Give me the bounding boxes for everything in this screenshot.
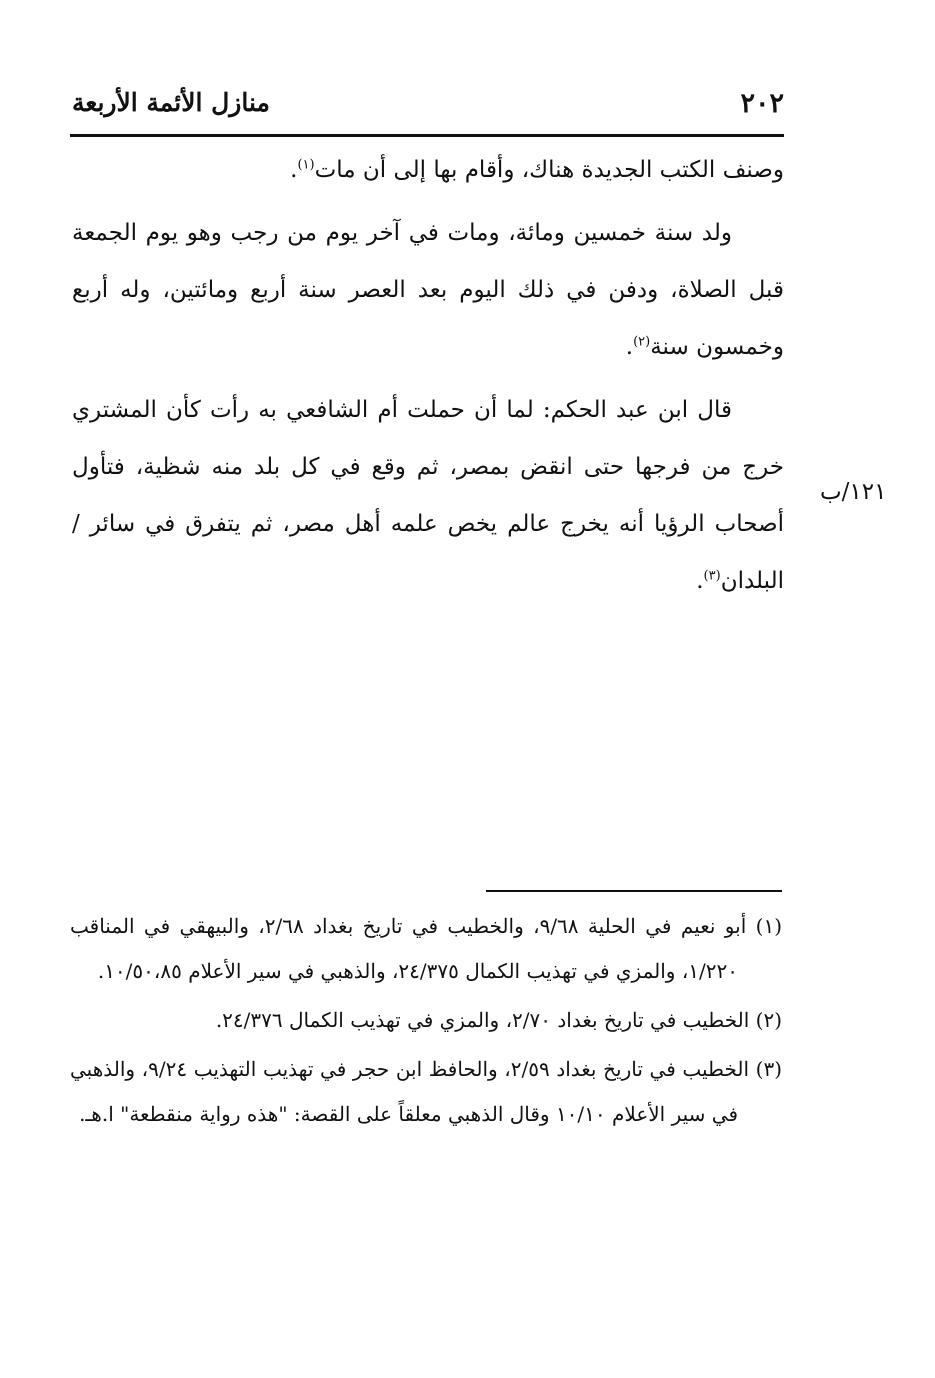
footnote-ref: (٢) bbox=[633, 334, 651, 350]
main-text bbox=[72, 142, 784, 616]
footnote-ref: (١) bbox=[297, 157, 315, 173]
page-number: ٢٠٢ bbox=[740, 88, 784, 119]
paragraph-3 bbox=[72, 382, 784, 610]
footnote-separator bbox=[486, 890, 782, 892]
paragraph-text: وصنف الكتب الجديدة هناك، وأقام بها إلى أن مات bbox=[314, 157, 784, 183]
running-title: منازل الأئمة الأربعة bbox=[72, 88, 270, 117]
footnote-ref: (٣) bbox=[703, 568, 721, 584]
paragraph-text: ولد سنة خمسين ومائة، ومات في آخر يوم من رجب وهو يوم الجمعة قبل الصلاة، ودفن في ذلك اليوم بعد العصر سنة أربع ومائتين، وله أربع وخمسون سنة bbox=[72, 220, 784, 360]
header-rule bbox=[70, 134, 784, 137]
paragraph-2 bbox=[72, 205, 784, 376]
footnotes bbox=[70, 904, 782, 1141]
paragraph-end: . bbox=[290, 157, 298, 183]
page-header bbox=[72, 88, 784, 128]
footnote-2: (٢) الخطيب في تاريخ بغداد ٢/٧٠، والمزي في تهذيب الكمال ٢٤/٣٧٦. bbox=[215, 1008, 782, 1032]
paragraph-end: . bbox=[696, 568, 704, 594]
manuscript-folio-note: ١٢١/ب bbox=[820, 479, 887, 505]
paragraph-text: قال ابن عبد الحكم: لما أن حملت أم الشافعي به رأت كأن المشتري خرج من فرجها حتى انقض بمصر، ثم وقع في كل بلد منه شظية، فتأول أصحاب الرؤيا أنه يخرج عالم يخص علمه أهل مصر، ثم يتفرق في سائر / البلدان bbox=[72, 397, 784, 594]
footnote-1: (١) أبو نعيم في الحلية ٩/٦٨، والخطيب في تاريخ بغداد ٢/٦٨، والبيهقي في المناقب ١/٢٢٠، والمزي في تهذيب الكمال ٢٤/٣٧٥، والذهبي في سير الأعلام ١٠/٥٠،٨٥. bbox=[70, 914, 782, 983]
paragraph-1 bbox=[72, 142, 784, 199]
paragraph-end: . bbox=[625, 334, 634, 360]
footnote-3: (٣) الخطيب في تاريخ بغداد ٢/٥٩، والحافظ ابن حجر في تهذيب التهذيب ٩/٢٤، والذهبي في سير الأعلام ١٠/١٠ وقال الذهبي معلقاً على القصة: "هذه رواية منقطعة" ا.هـ. bbox=[70, 1057, 783, 1126]
